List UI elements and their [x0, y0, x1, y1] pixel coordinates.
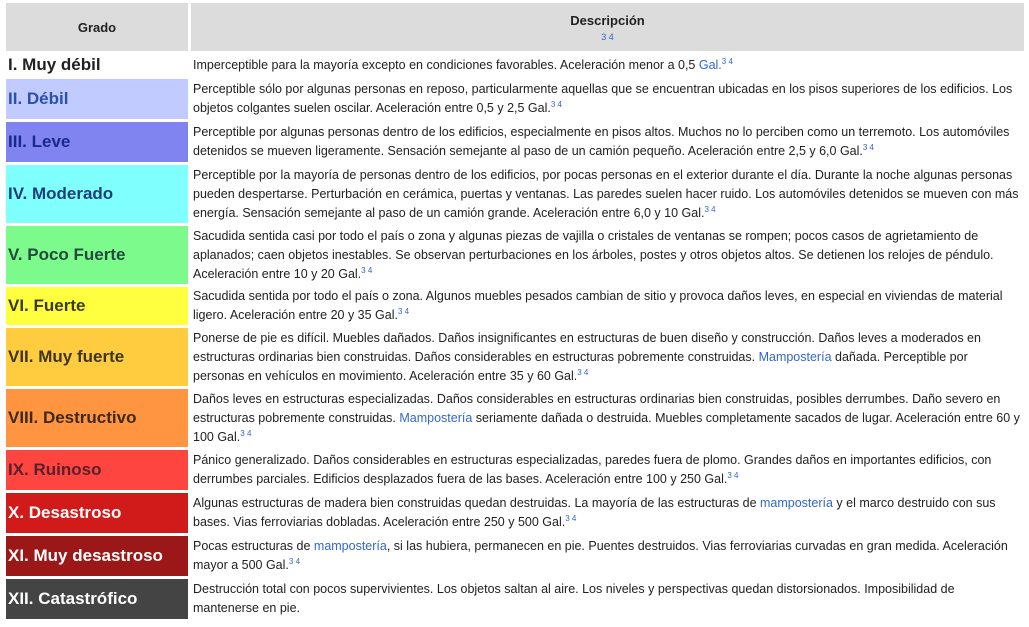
reference-sup[interactable]: 3 4	[550, 99, 562, 109]
description-cell	[191, 226, 1024, 284]
description-link[interactable]: mampostería	[313, 539, 387, 553]
reference-sup[interactable]: 3 4	[704, 204, 716, 214]
table-row	[6, 328, 1024, 386]
mercalli-scale-table	[3, 0, 1027, 622]
grade-cell: X. Desastroso	[6, 493, 188, 533]
reference-sup[interactable]: 3 4	[721, 56, 733, 66]
description-cell	[191, 79, 1024, 119]
description-text: Pocas estructuras de	[193, 539, 314, 553]
description-text: Perceptible por algunas personas dentro de los edificios, especialmente en pisos altos. Muchos no lo perciben como un terremoto. Los automóviles detenidos se mueven ligeramente. Sensación semejante al paso de un camión pequeño. Aceleración entre 2,5 y 6,0 Gal.	[193, 125, 1010, 158]
reference-sup[interactable]: 3 4	[397, 306, 410, 316]
table-row	[6, 389, 1024, 447]
grade-cell: I. Muy débil	[6, 54, 188, 76]
grade-cell: XI. Muy desastroso	[6, 536, 188, 576]
reference-sup[interactable]: 3 4	[361, 265, 373, 275]
description-text: Perceptible sólo por algunas personas en reposo, particularmente aquellas que se encuentran ubicadas en los pisos superiores de los edificios. Los objetos colgantes suelen oscilar. Aceleración entre 0,5 y 2,5 Gal.	[193, 82, 1013, 115]
description-text: Sacudida sentida por todo el país o zona. Algunos muebles pesados cambian de sitio y provoca daños leves, en especial en viviendas de material ligero. Aceleración entre 20 y 35 Gal.	[193, 289, 1003, 322]
table-row	[6, 579, 1024, 619]
grade-cell: IX. Ruinoso	[6, 450, 188, 490]
description-cell	[191, 287, 1024, 325]
table-row	[6, 79, 1024, 119]
description-text: Algunas estructuras de madera bien construidas quedan destruidas. La mayoría de las estructuras de	[193, 496, 760, 510]
reference-sup[interactable]: 3 4	[565, 513, 577, 523]
description-cell	[191, 579, 1024, 619]
grade-cell: V. Poco Fuerte	[6, 226, 188, 284]
description-text: Daños leves en estructuras especializadas. Daños considerables en estructuras ordinarias bien construidas, posibles derrumbes. Daño severo en estructuras pobremente construidas.	[193, 391, 1001, 425]
reference-sup[interactable]: 3 4	[727, 470, 739, 480]
header-refs[interactable]: 3 4	[601, 31, 614, 42]
header-descripcion-label: Descripción	[570, 12, 645, 28]
grade-cell: XII. Catastrófico	[6, 579, 188, 619]
table-row	[6, 165, 1024, 223]
description-cell	[191, 122, 1024, 162]
description-text: Sacudida sentida casi por todo el país o zona y algunas piezas de vajilla o cristales de ventanas se rompen; pocos casos de agrietamiento de aplanados; caen objetos inestables. Se observan perturbaciones en los árboles, postes y otros objetos altos. Se detienen los relojes de péndulo. Aceleración entre 10 y 20 Gal.	[193, 228, 994, 281]
table-row	[6, 450, 1024, 490]
description-cell	[191, 536, 1024, 576]
reference-sup[interactable]: 3 4	[577, 367, 589, 377]
reference-sup[interactable]: 3 4	[240, 428, 252, 438]
grade-cell: VIII. Destructivo	[6, 389, 188, 447]
header-descripcion	[191, 3, 1024, 51]
description-text: Perceptible por la mayoría de personas dentro de los edificios, por pocas personas en el exterior durante el día. Durante la noche algunas personas pueden despertarse. Perturbación en cerámica, puertas y ventanas. Las paredes suelen hacer ruido. Los automóviles detenidos se mueven con más energía. Sensación semejante al paso de un camión grande. Aceleración entre 6,0 y 10 Gal.	[193, 167, 1019, 220]
table-row	[6, 287, 1024, 325]
grade-cell: VII. Muy fuerte	[6, 328, 188, 386]
description-text: seriamente dañada o destruida. Muebles completamente sacados de lugar. Aceleración entre 60 y 100 Gal.	[193, 410, 1020, 444]
grade-cell: IV. Moderado	[6, 165, 188, 223]
table-row	[6, 54, 1024, 76]
reference-sup[interactable]: 3 4	[862, 142, 874, 152]
grade-cell: VI. Fuerte	[6, 287, 188, 325]
header-grado: Grado	[6, 3, 188, 51]
description-link[interactable]: Mampostería	[758, 349, 832, 364]
description-cell	[191, 493, 1024, 533]
header-row	[6, 3, 1024, 51]
description-link[interactable]: mampostería	[760, 496, 833, 510]
table-row	[6, 536, 1024, 576]
grade-cell: II. Débil	[6, 79, 188, 119]
description-cell	[191, 450, 1024, 490]
description-cell	[191, 389, 1024, 447]
description-text: , si las hubiera, permanecen en pie. Puentes destruidos. Vias ferroviarias curvadas en gran medida. Aceleración mayor a 500 Gal.	[193, 539, 1008, 572]
description-link[interactable]: Mampostería	[399, 410, 473, 425]
description-text: Ponerse de pie es difícil. Muebles dañados. Daños insignificantes en estructuras de buen diseño y construcción. Daños leves a moderados en estructuras ordinarias bien construidas. Daños considerables en estructuras pobremente construidas.	[193, 330, 981, 364]
description-text: y el marco destruido con sus bases. Vias ferroviarias dobladas. Aceleración entre 250 y 500 Gal.	[193, 496, 996, 529]
reference-sup[interactable]: 3 4	[288, 556, 301, 566]
description-cell	[191, 165, 1024, 223]
description-text: Imperceptible para la mayoría excepto en condiciones favorables. Aceleración menor a 0,5	[193, 57, 699, 72]
description-cell	[191, 328, 1024, 386]
description-cell	[191, 54, 1024, 76]
description-text: Pánico generalizado. Daños considerables en estructuras especializadas, paredes fuera de plomo. Grandes daños en importantes edificios, con derrumbes parciales. Edificios desplazados fuera de las bases. Aceleración entre 100 y 250 Gal.	[193, 453, 992, 486]
table-row	[6, 226, 1024, 284]
table-row	[6, 122, 1024, 162]
table-row	[6, 493, 1024, 533]
description-link[interactable]: Gal.	[698, 57, 722, 72]
grade-cell: III. Leve	[6, 122, 188, 162]
description-text: dañada. Perceptible por personas en vehículos en movimiento. Aceleración entre 35 y 60 Gal.	[193, 349, 968, 383]
description-text: Destrucción total con pocos supervivientes. Los objetos saltan al aire. Los niveles y perspectivas quedan distorsionados. Imposibilidad de mantenerse en pie.	[193, 582, 955, 615]
